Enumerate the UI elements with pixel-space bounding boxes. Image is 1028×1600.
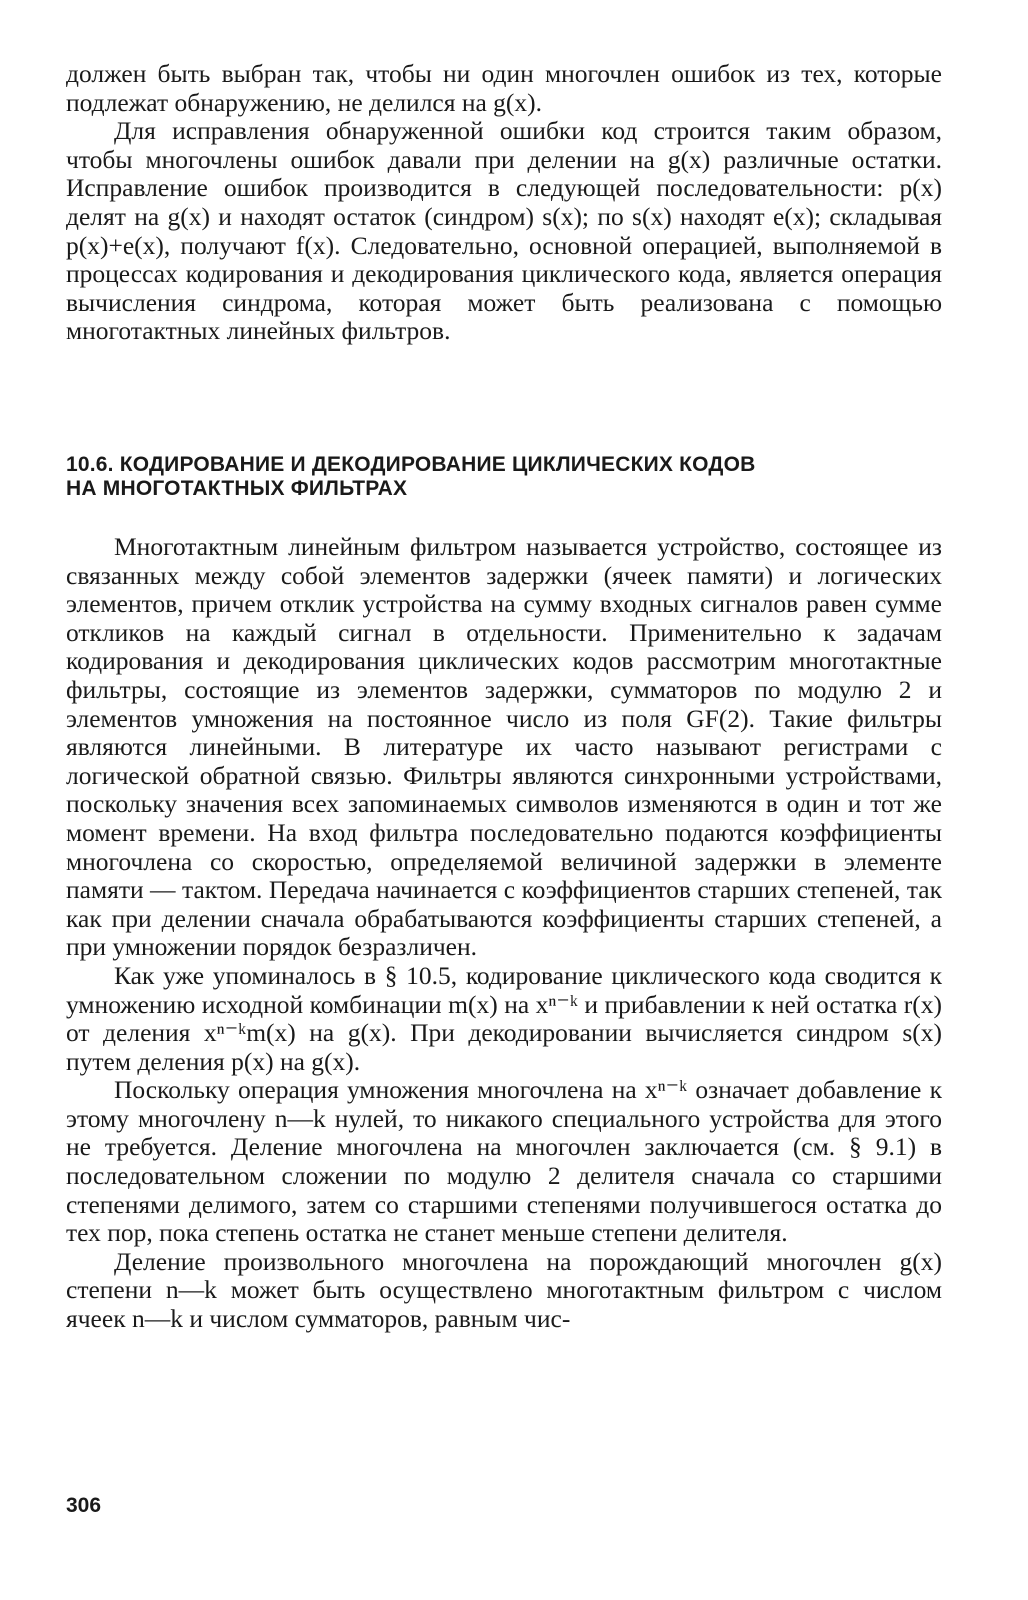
body-paragraph-2: Как уже упоминалось в § 10.5, кодирование циклического кода сводится к умножению исходной комбинации m(x) на xⁿ⁻ᵏ и прибавлении к ней остатка r(x) от деления xⁿ⁻ᵏm(x) на g(x). При декодировании вычисляется синдром s(x) путем деления p(x) на g(x). [66,960,942,1076]
section-heading [66,453,942,501]
section-body [66,533,942,1334]
body-paragraph-4: Деление произвольного многочлена на порождающий многочлен g(x) степени n—k может быть осуществлено многотактным фильтром с числом ячеек n—k и числом сумматоров, равным чис- [66,1246,942,1334]
section-heading-line-2: НА МНОГОТАКТНЫХ ФИЛЬТРАХ [66,477,408,500]
section-heading-line-1: 10.6. КОДИРОВАНИЕ И ДЕКОДИРОВАНИЕ ЦИКЛИЧЕСКИХ КОДОВ [66,453,756,476]
intro-paragraph-2: Для исправления обнаруженной ошибки код строится таким образом, чтобы многочлены ошибок давали при делении на g(x) различные остатки. Исправление ошибок производится в следующей последовательности: p(x) делят на g(x) и находят остаток (синдром) s(x); по s(x) находят e(x); складывая p(x)+e(x), получают f(x). Следовательно, основной операцией, выполняемой в процессах кодирования и декодирования циклического кода, является операция вычисления синдрома, которая может быть реализована с помощью многотактных линейных фильтров. [66,116,942,346]
body-paragraph-3: Поскольку операция умножения многочлена на xⁿ⁻ᵏ означает добавление к этому многочлену n—k нулей, то никакого специального устройства для этого не требуется. Деление многочлена на многочлен заключается (см. § 9.1) в последовательном сложении по модулю 2 делителя сначала со старшими степенями делимого, затем со старшими степенями получившегося остатка до тех пор, пока степень остатка не станет меньше степени делителя. [66,1075,942,1248]
page-number: 306 [66,1494,102,1517]
intro-paragraph-1: должен быть выбран так, чтобы ни один многочлен ошибок из тех, которые подлежат обнаружению, не делился на g(x). [66,59,942,117]
body-paragraph-1: Многотактным линейным фильтром называется устройство, состоящее из связанных между собой элементов задержки (ячеек памяти) и логических элементов, причем отклик устройства на сумму входных сигналов равен сумме откликов на каждый сигнал в отдельности. Применительно к задачам кодирования и декодирования циклических кодов рассмотрим многотактные фильтры, состоящие из элементов задержки, сумматоров по модулю 2 и элементов умножения на постоянное число из поля GF(2). Такие фильтры являются линейными. В литературе их часто называют регистрами с логической обратной связью. Фильтры являются синхронными устройствами, поскольку значения всех запоминаемых символов изменяются в один и тот же момент времени. На вход фильтра последовательно подаются коэффициенты многочлена со скоростью, определяемой величиной задержки в элементе памяти — тактом. Передача начинается с коэффициентов старших степеней, так как при делении сначала обрабатываются коэффициенты старших степеней, а при умножении порядок безразличен. [66,532,942,962]
intro-text [66,60,942,346]
